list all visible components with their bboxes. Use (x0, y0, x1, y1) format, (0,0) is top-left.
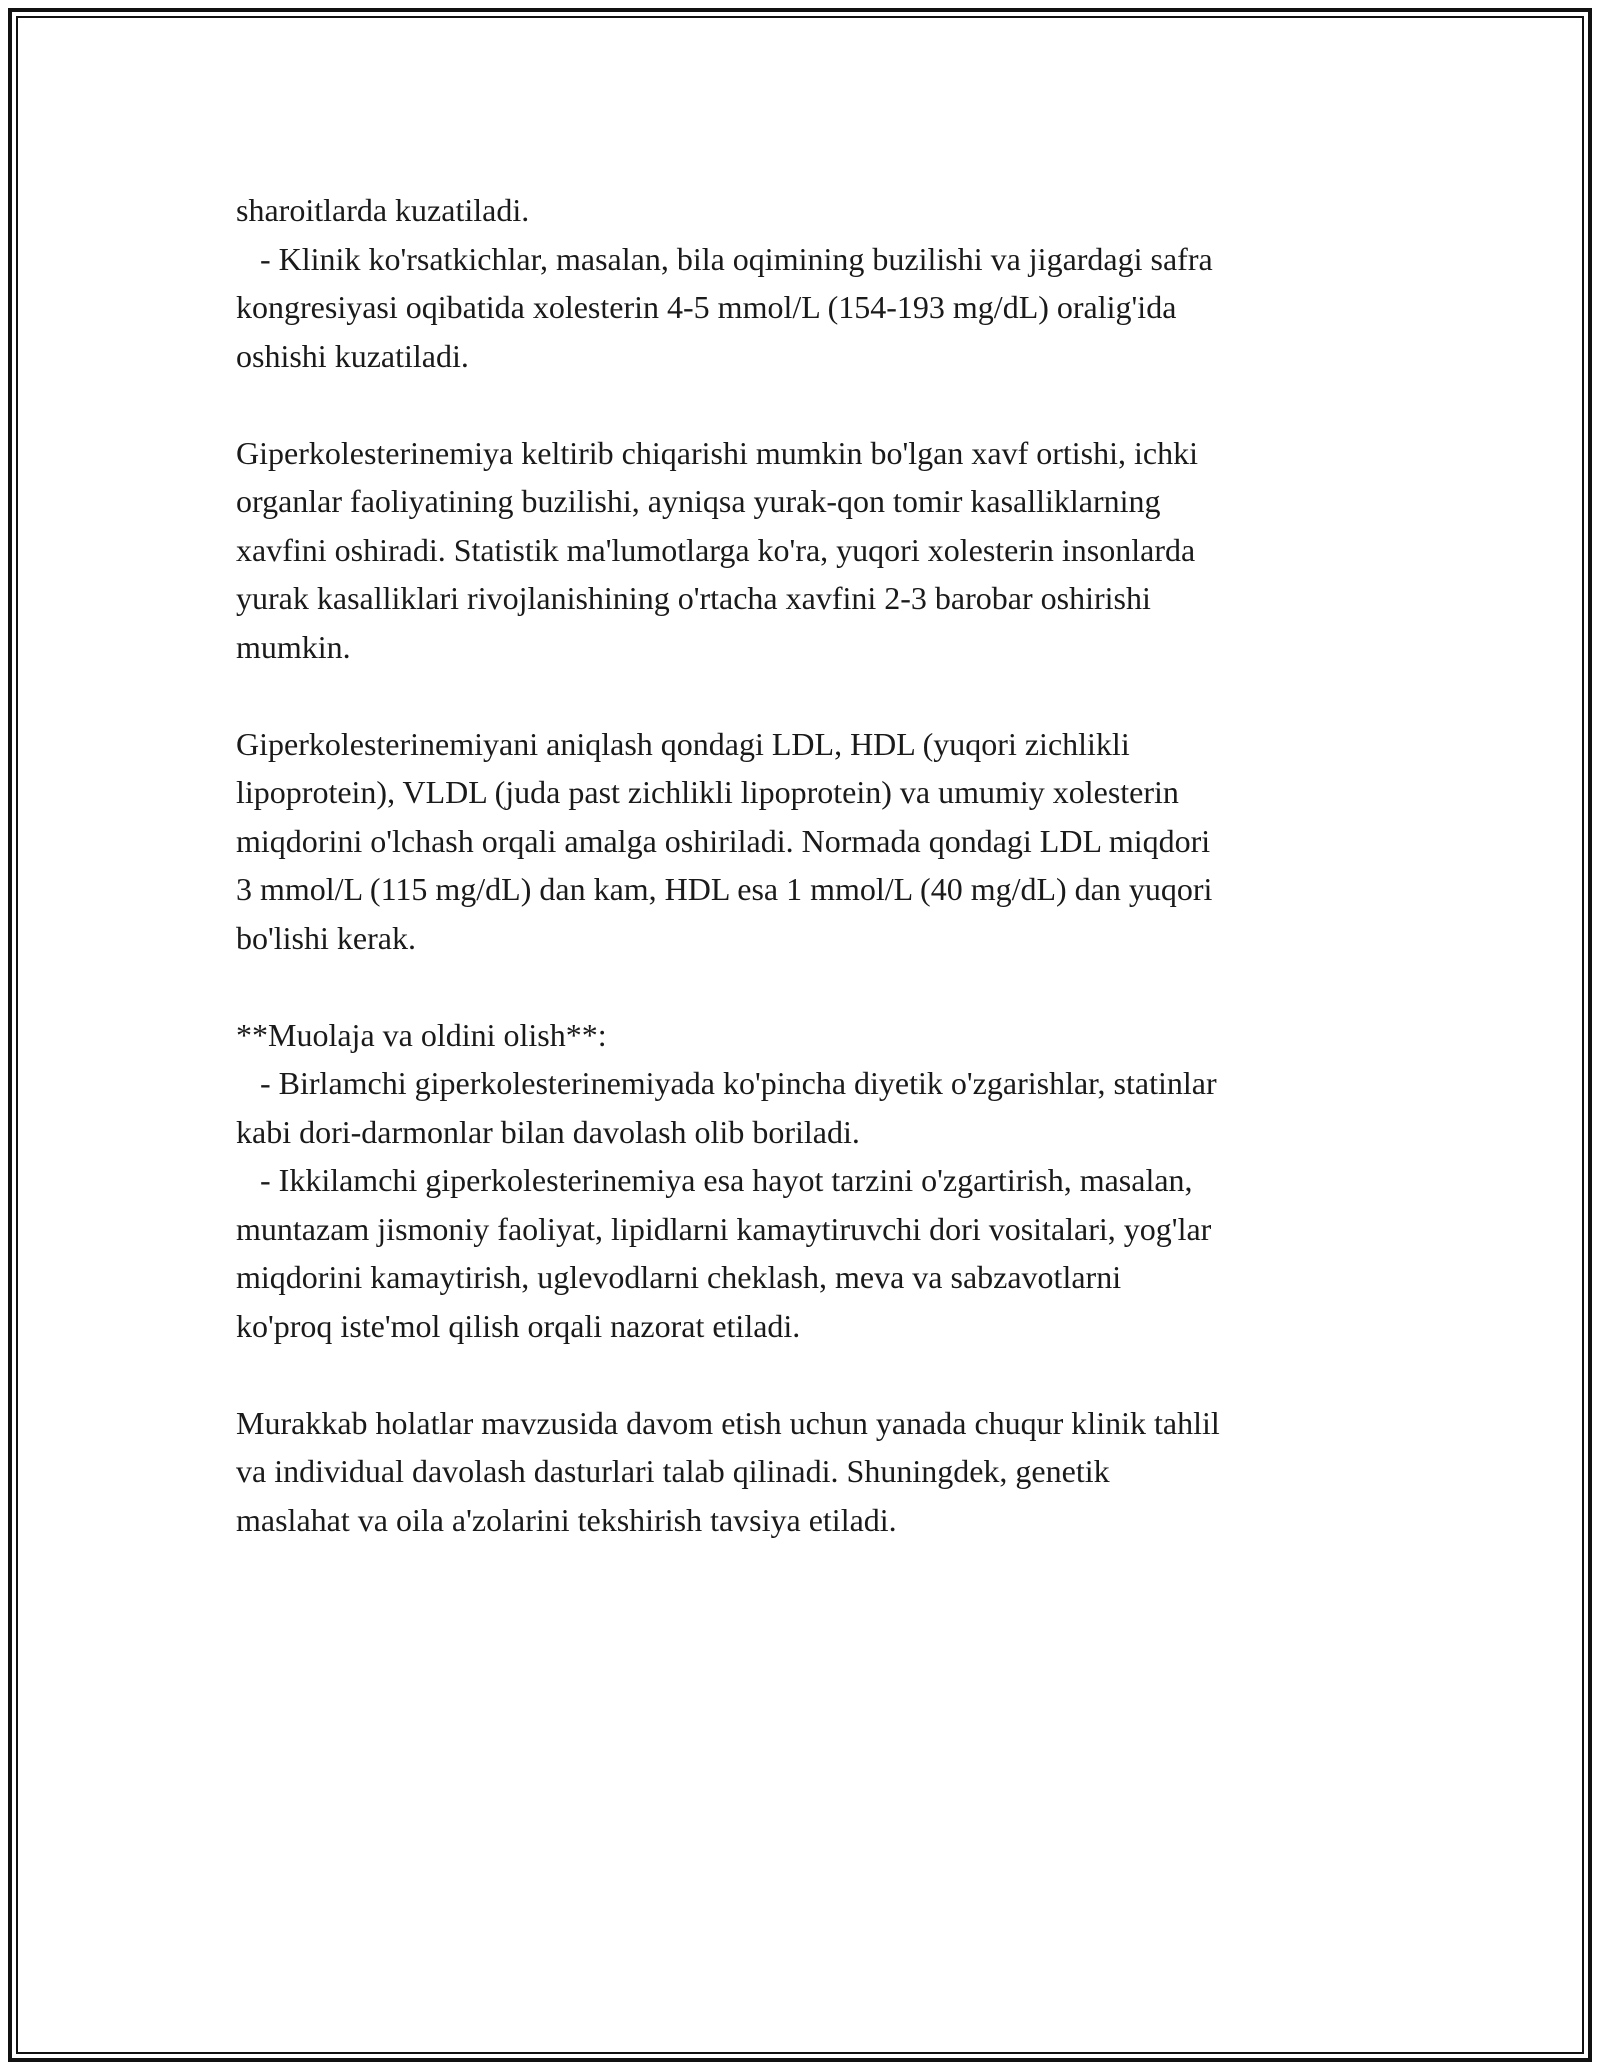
paragraph-diagnosis (236, 720, 1376, 963)
text-line: va individual davolash dasturlari talab qilinadi. Shuningdek, genetik (236, 1453, 1110, 1489)
text-line: bo'lishi kerak. (236, 919, 416, 956)
text-line: sharoitlarda kuzatiladi. (236, 192, 530, 228)
text-line: xavfini oshiradi. Statistik ma'lumotlarga ko'ra, yuqori xolesterin insonlarda (236, 531, 1196, 568)
text-line: maslahat va oila a'zolarini tekshirish tavsiya etiladi. (236, 1501, 897, 1538)
text-line: miqdorini o'lchash orqali amalga oshiriladi. Normada qondagi LDL miqdori (236, 822, 1211, 859)
text-line: kongresiyasi oqibatida xolesterin 4-5 mmol/L (154-193 mg/dL) oralig'ida (236, 289, 1177, 325)
text-line: - Ikkilamchi giperkolesterinemiya esa hayot tarzini o'zgartirish, masalan, (236, 1162, 1193, 1198)
text-line: ko'proq iste'mol qilish orqali nazorat etiladi. (236, 1307, 801, 1344)
text-line: - Klinik ko'rsatkichlar, masalan, bila oqimining buzilishi va jigardagi safra (236, 240, 1213, 277)
paragraph-treatment (236, 1011, 1376, 1351)
text-line: kabi dori-darmonlar bilan davolash olib boriladi. (236, 1113, 860, 1150)
text-line: Murakkab holatlar mavzusida davom etish uchun yanada chuqur klinik tahlil (236, 1404, 1220, 1441)
text-line: oshishi kuzatiladi. (236, 337, 469, 374)
section-heading: **Muolaja va oldini olish**: (236, 1016, 607, 1053)
paragraph-conclusion (236, 1399, 1376, 1545)
document-body (236, 186, 1376, 1593)
paragraph-risk (236, 429, 1376, 672)
text-line: lipoprotein), VLDL (juda past zichlikli lipoprotein) va umumiy xolesterin (236, 774, 1179, 810)
paragraph-clinical-signs (236, 186, 1376, 380)
text-line: miqdorini kamaytirish, uglevodlarni cheklash, meva va sabzavotlarni (236, 1259, 1122, 1295)
text-line: organlar faoliyatining buzilishi, ayniqsa yurak-qon tomir kasalliklarning (236, 483, 1161, 519)
text-line: Giperkolesterinemiya keltirib chiqarishi mumkin bo'lgan xavf ortishi, ichki (236, 434, 1198, 471)
text-line: mumkin. (236, 628, 351, 665)
text-line: muntazam jismoniy faoliyat, lipidlarni kamaytiruvchi dori vositalari, yog'lar (236, 1210, 1212, 1247)
text-line: yurak kasalliklari rivojlanishining o'rtacha xavfini 2-3 barobar oshirishi (236, 580, 1151, 616)
text-line: 3 mmol/L (115 mg/dL) dan kam, HDL esa 1 mmol/L (40 mg/dL) dan yuqori (236, 871, 1213, 907)
text-line: Giperkolesterinemiyani aniqlash qondagi LDL, HDL (yuqori zichlikli (236, 725, 1130, 762)
text-line: - Birlamchi giperkolesterinemiyada ko'pincha diyetik o'zgarishlar, statinlar (236, 1065, 1217, 1101)
